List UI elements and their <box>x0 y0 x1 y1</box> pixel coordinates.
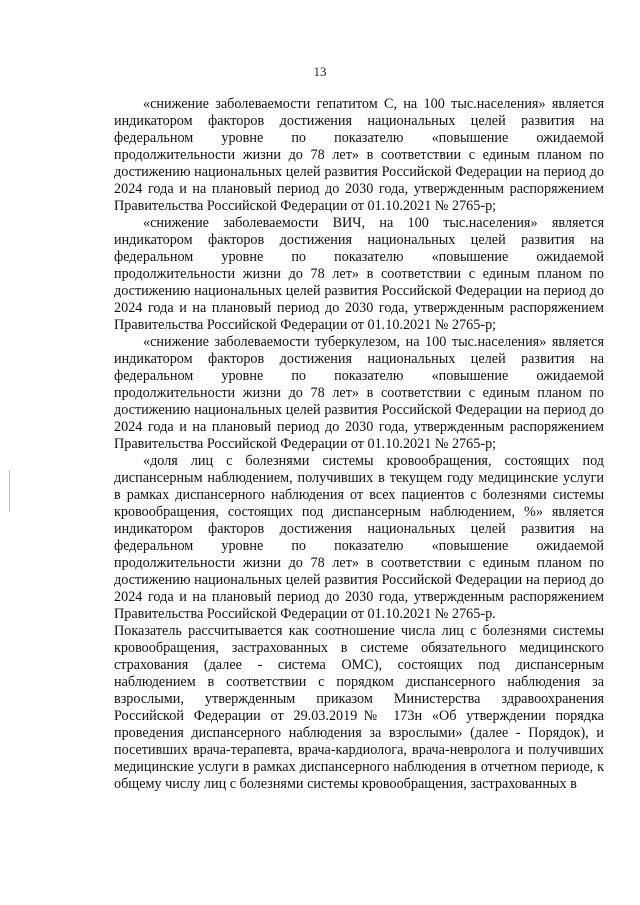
paragraph-hepatitis-c-indicator: «снижение заболеваемости гепатитом С, на 100 тыс.населения» является индикатором факторов достижения национальных целей развития на федеральном уровне по показателю «повышение ожидаемой продолжительности жизни до 78 лет» в соответствии с единым планом по достижению национальных целей развития Российской Федерации на период до 2024 года и на плановый период до 2030 года, утвержденным распоряжением Правительства Российской Федерации от 01.10.2021 № 2765-р; <box>114 96 604 214</box>
paragraph-calculation-method: Показатель рассчитывается как соотношение числа лиц с болезнями системы кровообращения, застрахованных в системе обязательного медицинского страхования (далее - система ОМС), состоящих под диспансерным наблюдением в соответствии с порядком диспансерного наблюдения за взрослыми, утвержденным приказом Министерства здравоохранения Российской Федерации от 29.03.2019№ 173н «Об утверждении порядка проведения диспансерного наблюдения за взрослыми» (далее - Порядок), и посетивших врача-терапевта, врача-кардиолога, врача-невролога и получивших медицинские услуги в рамках диспансерного наблюдения в отчетном периоде, к общему числу лиц с болезнями системы кровообращения, застрахованных в <box>114 623 604 792</box>
page-number: 13 <box>313 64 327 79</box>
paragraph-circulatory-disease-indicator: «доля лиц с болезнями системы кровообращения, состоящих под диспансерным наблюдением, получивших в текущем году медицинские услуги в рамках диспансерного наблюдения от всех пациентов с болезнями системы кровообращения, состоящих под диспансерным наблюдением, %» является индикатором факторов достижения национальных целей развития на федеральном уровне по показателю «повышение ожидаемой продолжительности жизни до 78 лет» в соответствии с единым планом по достижению национальных целей развития Российской Федерации на период до 2024 года и на плановый период до 2030 года, утвержденным распоряжением Правительства Российской Федерации от 01.10.2021 № 2765-р. <box>114 453 604 622</box>
paragraph-tuberculosis-indicator: «снижение заболеваемости туберкулезом, на 100 тыс.населения» является индикатором факторов достижения национальных целей развития на федеральном уровне по показателю «повышение ожидаемой продолжительности жизни до 78 лет» в соответствии с единым планом по достижению национальных целей развития Российской Федерации на период до 2024 года и на плановый период до 2030 года, утвержденным распоряжением Правительства Российской Федерации от 01.10.2021 № 2765-р; <box>114 334 604 452</box>
scan-margin-mark <box>9 470 10 512</box>
paragraph-hiv-indicator: «снижение заболеваемости ВИЧ, на 100 тыс.населения» является индикатором факторов достижения национальных целей развития на федеральном уровне по показателю «повышение ожидаемой продолжительности жизни до 78 лет» в соответствии с единым планом по достижению национальных целей развития Российской Федерации на период до 2024 года и на плановый период до 2030 года, утвержденным распоряжением Правительства Российской Федерации от 01.10.2021 № 2765-р; <box>114 215 604 333</box>
document-body <box>114 96 604 793</box>
